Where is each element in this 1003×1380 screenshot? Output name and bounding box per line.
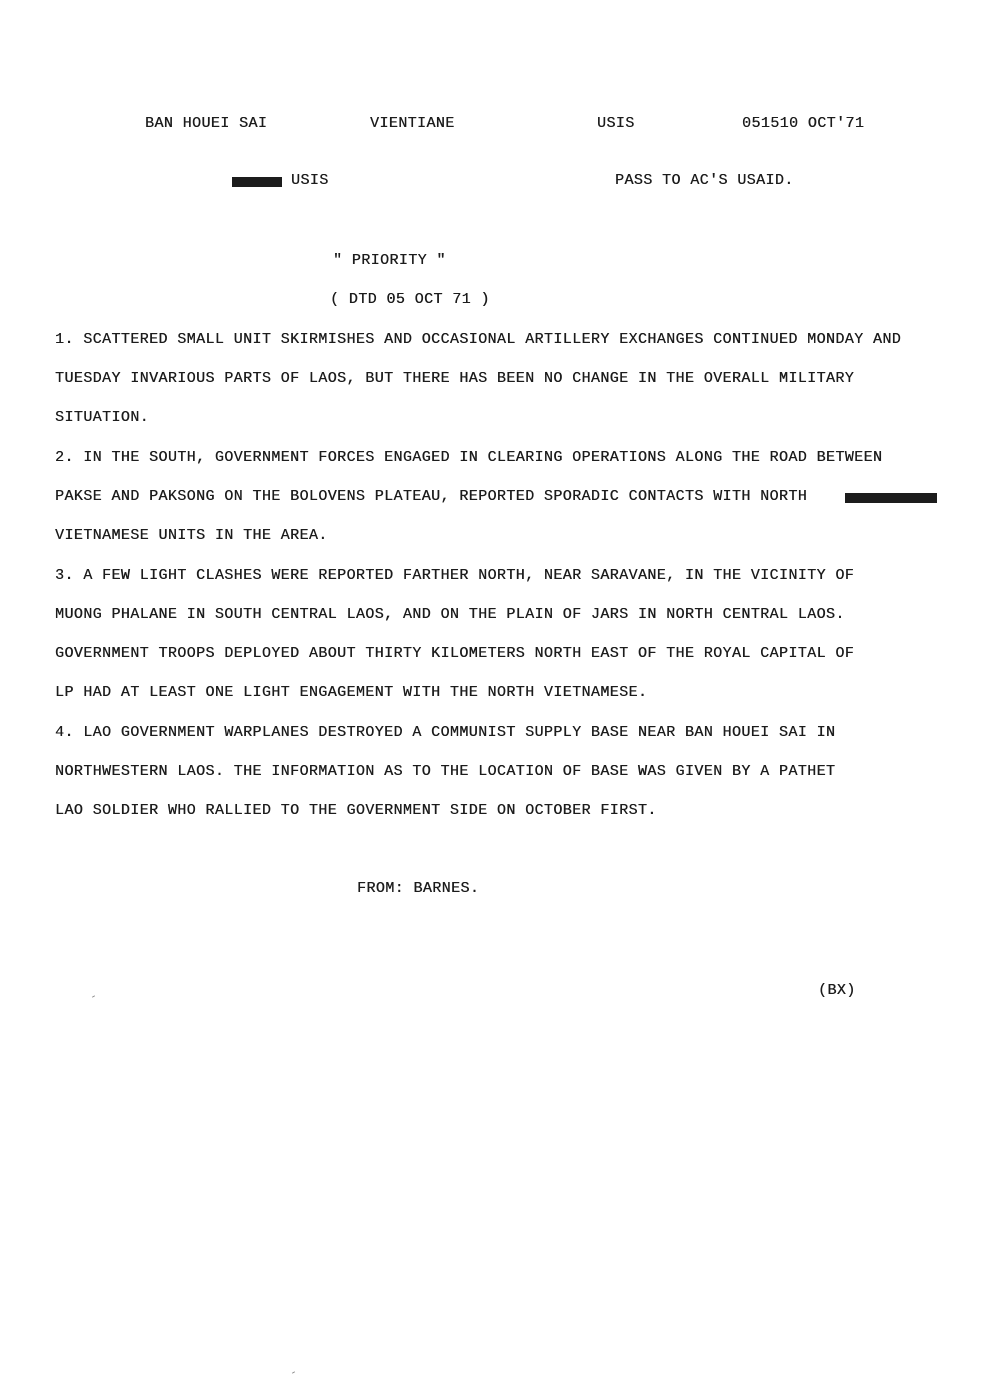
paper-speck <box>292 1371 295 1373</box>
priority-line: " PRIORITY " <box>333 252 446 269</box>
dated-line: ( DTD 05 OCT 71 ) <box>330 291 490 308</box>
paragraph-line: SITUATION. <box>55 409 150 426</box>
typed-over-strikeout <box>845 493 937 503</box>
header-from-station: BAN HOUEI SAI <box>145 115 268 132</box>
paragraph-line: 2. IN THE SOUTH, GOVERNMENT FORCES ENGAGED IN CLEARING OPERATIONS ALONG THE ROAD BETWEEN <box>55 449 883 466</box>
paragraph-line: NORTHWESTERN LAOS. THE INFORMATION AS TO THE LOCATION OF BASE WAS GIVEN BY A PATHET <box>55 763 836 780</box>
typed-over-strikeout <box>232 177 282 187</box>
paragraph-line: LP HAD AT LEAST ONE LIGHT ENGAGEMENT WITH THE NORTH VIETNAMESE. <box>55 684 648 701</box>
paragraph-line: 1. SCATTERED SMALL UNIT SKIRMISHES AND OCCASIONAL ARTILLERY EXCHANGES CONTINUED MONDAY AND <box>55 331 902 348</box>
paragraph-line: MUONG PHALANE IN SOUTH CENTRAL LAOS, AND ON THE PLAIN OF JARS IN NORTH CENTRAL LAOS. <box>55 606 845 623</box>
signature: FROM: BARNES. <box>357 880 480 897</box>
routing-to: USIS <box>291 172 329 189</box>
header-agency: USIS <box>597 115 635 132</box>
typist-initials: (BX) <box>818 982 856 999</box>
paragraph-line: GOVERNMENT TROOPS DEPLOYED ABOUT THIRTY KILOMETERS NORTH EAST OF THE ROYAL CAPITAL OF <box>55 645 855 662</box>
paragraph-line: TUESDAY INVARIOUS PARTS OF LAOS, BUT THERE HAS BEEN NO CHANGE IN THE OVERALL MILITARY <box>55 370 855 387</box>
routing-pass: PASS TO AC'S USAID. <box>615 172 794 189</box>
header-dtg: 051510 OCT'71 <box>742 115 865 132</box>
paper-speck <box>92 995 95 997</box>
paragraph-line: LAO SOLDIER WHO RALLIED TO THE GOVERNMENT SIDE ON OCTOBER FIRST. <box>55 802 657 819</box>
paragraph-line: 3. A FEW LIGHT CLASHES WERE REPORTED FARTHER NORTH, NEAR SARAVANE, IN THE VICINITY OF <box>55 567 855 584</box>
header-via: VIENTIANE <box>370 115 455 132</box>
paragraph-line: PAKSE AND PAKSONG ON THE BOLOVENS PLATEAU, REPORTED SPORADIC CONTACTS WITH NORTH <box>55 488 808 505</box>
paragraph-line: 4. LAO GOVERNMENT WARPLANES DESTROYED A COMMUNIST SUPPLY BASE NEAR BAN HOUEI SAI IN <box>55 724 836 741</box>
paragraph-line: VIETNAMESE UNITS IN THE AREA. <box>55 527 328 544</box>
